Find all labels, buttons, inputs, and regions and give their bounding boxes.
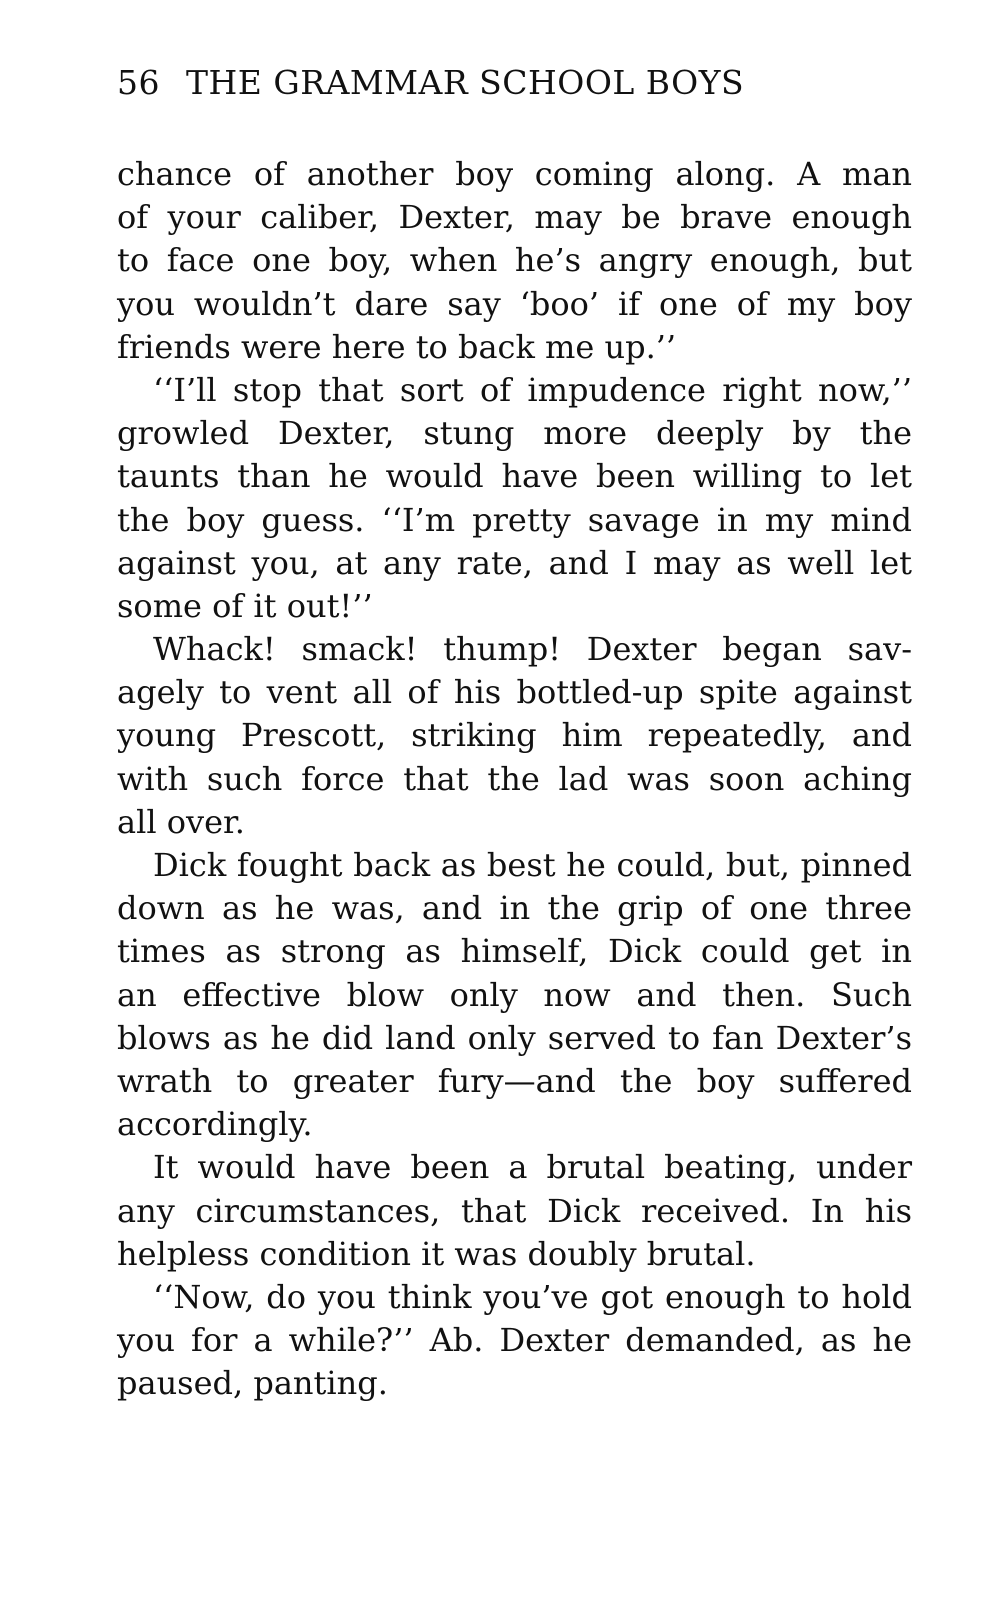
- paragraph: [117, 369, 912, 628]
- text-line: against you, at any rate, and I may as well let: [117, 543, 912, 582]
- paragraph: [117, 628, 912, 844]
- text-line: agely to vent all of his bottled-up spite against: [117, 673, 912, 712]
- text-line: the boy guess. ‘‘I’m pretty savage in my mind: [117, 500, 912, 539]
- text-line: ‘‘I’ll stop that sort of impudence right now,’’: [153, 370, 912, 409]
- page-number: 56: [117, 63, 160, 102]
- text-line: you wouldn’t dare say ‘boo’ if one of my boy: [117, 284, 912, 323]
- text-line: wrath to greater fury—and the boy suffered: [117, 1061, 912, 1100]
- text-line: any circumstances, that Dick received. In his: [117, 1191, 912, 1230]
- text-line: down as he was, and in the grip of one three: [117, 889, 912, 928]
- body-text: [117, 153, 912, 1405]
- text-line: It would have been a brutal beating, under: [153, 1148, 912, 1187]
- text-line: paused, panting.: [117, 1364, 388, 1403]
- running-head: [117, 58, 912, 108]
- text-line: Dick fought back as best he could, but, pinned: [153, 846, 912, 884]
- paragraph: [117, 844, 912, 1146]
- text-line: blows as he did land only served to fan Dexter’s: [117, 1018, 912, 1057]
- paragraph: [117, 1146, 912, 1276]
- book-page: [117, 58, 912, 1405]
- text-line: you for a while?’’ Ab. Dexter demanded, as he: [117, 1321, 912, 1360]
- text-line: friends were here to back me up.’’: [117, 327, 677, 366]
- text-line: times as strong as himself, Dick could get in: [117, 932, 912, 971]
- text-line: some of it out!’’: [117, 586, 373, 625]
- text-line: with such force that the lad was soon aching: [117, 759, 912, 798]
- text-line: growled Dexter, stung more deeply by the: [117, 414, 912, 453]
- text-line: Whack! smack! thump! Dexter began sav-: [153, 630, 912, 669]
- text-line: ‘‘Now, do you think you’ve got enough to hold: [153, 1277, 912, 1316]
- text-line: of your caliber, Dexter, may be brave enough: [117, 198, 912, 237]
- text-line: accordingly.: [117, 1105, 313, 1144]
- text-line: to face one boy, when he’s angry enough, but: [117, 241, 912, 280]
- text-line: chance of another boy coming along. A man: [117, 155, 912, 193]
- text-line: all over.: [117, 802, 245, 841]
- paragraph: [117, 153, 912, 369]
- paragraph: [117, 1276, 912, 1406]
- running-title: THE GRAMMAR SCHOOL BOYS: [186, 63, 745, 102]
- text-line: an effective blow only now and then. Such: [117, 975, 912, 1014]
- text-line: young Prescott, striking him repeatedly, and: [117, 716, 912, 755]
- text-line: taunts than he would have been willing to let: [117, 457, 912, 496]
- text-line: helpless condition it was doubly brutal.: [117, 1234, 756, 1273]
